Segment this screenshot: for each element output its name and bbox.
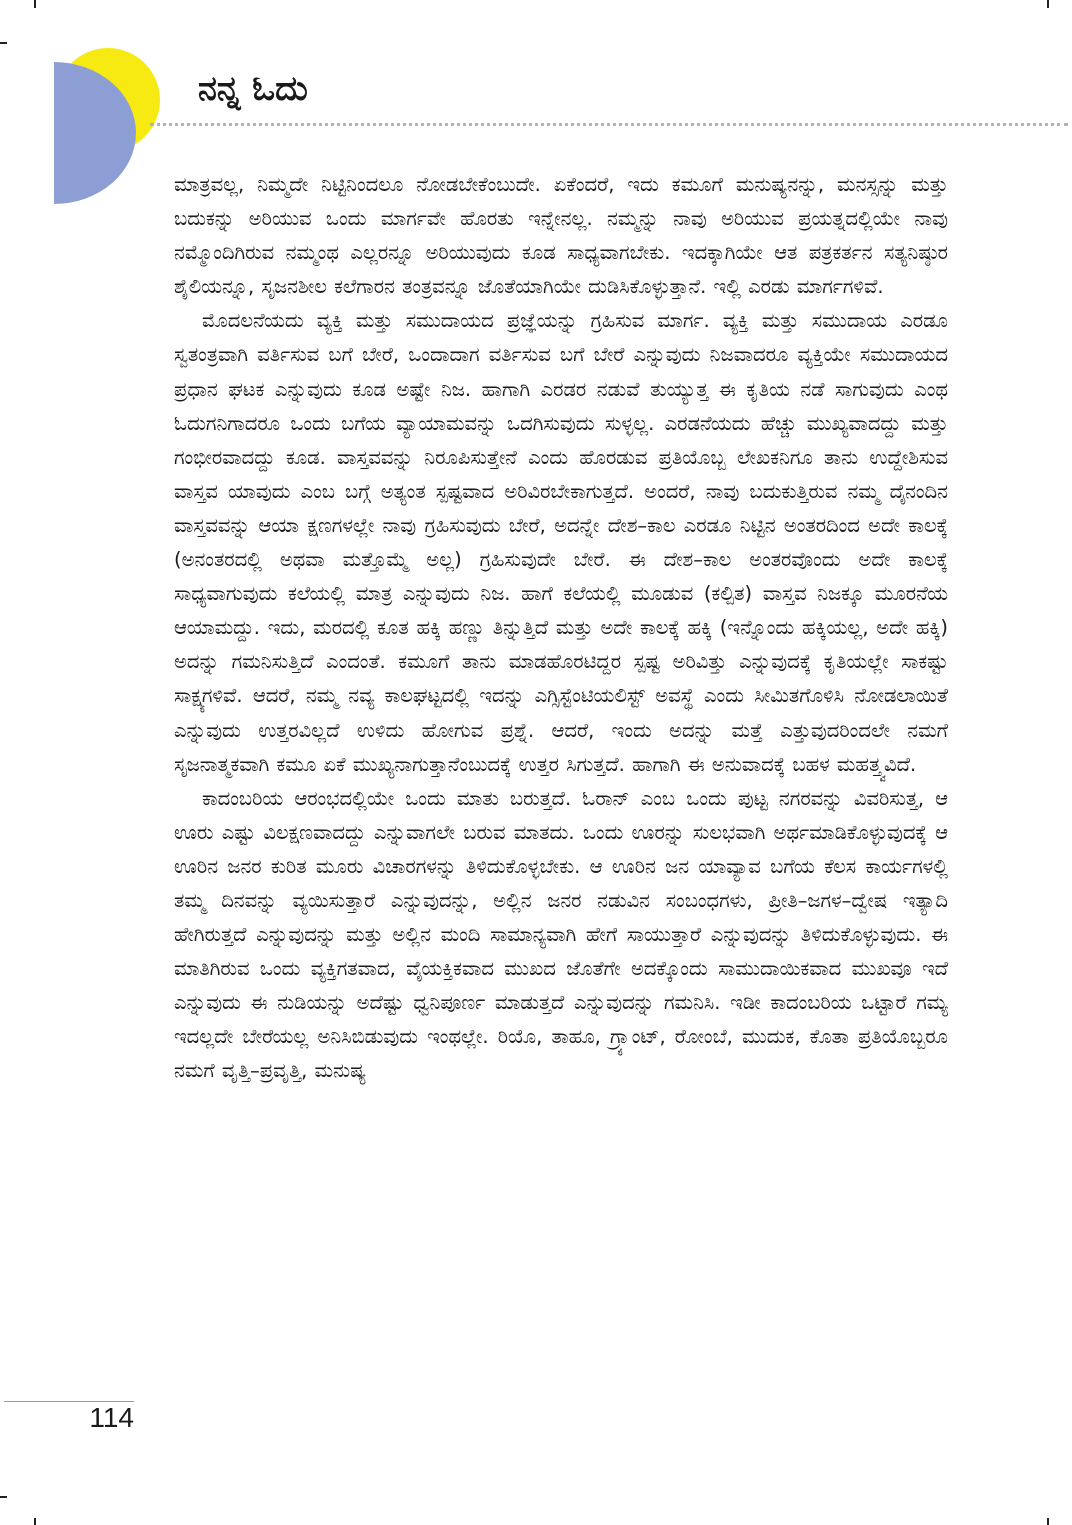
crop-mark-bottom-left <box>34 1518 36 1525</box>
paragraph-3: ಕಾದಂಬರಿಯ ಆರಂಭದಲ್ಲಿಯೇ ಒಂದು ಮಾತು ಬರುತ್ತದೆ. ಓರಾನ್ ಎಂಬ ಒಂದು ಪುಟ್ಟ ನಗರವನ್ನು ವಿವರಿಸುತ್ತ, ಆ ಊರು ಎಷ್ಟು ವಿಲಕ್ಷಣವಾದದ್ದು ಎನ್ನುವಾಗಲೇ ಬರುವ ಮಾತದು. ಒಂದು ಊರನ್ನು ಸುಲಭವಾಗಿ ಅರ್ಥಮಾಡಿಕೊಳ್ಳುವುದಕ್ಕೆ ಆ ಊರಿನ ಜನರ ಕುರಿತ ಮೂರು ವಿಚಾರಗಳನ್ನು ತಿಳಿದುಕೊಳ್ಳಬೇಕು. ಆ ಊರಿನ ಜನ ಯಾವ್ಯಾವ ಬಗೆಯ ಕೆಲಸ ಕಾರ್ಯಗಳಲ್ಲಿ ತಮ್ಮ ದಿನವನ್ನು ವ್ಯಯಿಸುತ್ತಾರೆ ಎನ್ನುವುದನ್ನು, ಅಲ್ಲಿನ ಜನರ ನಡುವಿನ ಸಂಬಂಧಗಳು, ಪ್ರೀತಿ–ಜಗಳ–ದ್ವೇಷ ಇತ್ಯಾದಿ ಹೇಗಿರುತ್ತದೆ ಎನ್ನುವುದನ್ನು ಮತ್ತು ಅಲ್ಲಿನ ಮಂದಿ ಸಾಮಾನ್ಯವಾಗಿ ಹೇಗೆ ಸಾಯುತ್ತಾರೆ ಎನ್ನುವುದನ್ನು ತಿಳಿದುಕೊಳ್ಳುವುದು. ಈ ಮಾತಿಗಿರುವ ಒಂದು ವ್ಯಕ್ತಿಗತವಾದ, ವೈಯಕ್ತಿಕವಾದ ಮುಖದ ಜೊತೆಗೇ ಅದಕ್ಕೊಂದು ಸಾಮುದಾಯಿಕವಾದ ಮುಖವೂ ಇದೆ ಎನ್ನುವುದು ಈ ನುಡಿಯನ್ನು ಅದೆಷ್ಟು ಧ್ವನಿಪೂರ್ಣ ಮಾಡುತ್ತದೆ ಎನ್ನುವುದನ್ನು ಗಮನಿಸಿ. ಇಡೀ ಕಾದಂಬರಿಯ ಒಟ್ಟಾರೆ ಗಮ್ಯ ಇದಲ್ಲದೇ ಬೇರೆಯಲ್ಲ ಅನಿಸಿಬಿಡುವುದು ಇಂಥಲ್ಲೇ. ರಿಯೊ, ತಾಹೂ, ಗ್ರ್ಯಾಂಟ್, ರೋಂಬೆ, ಮುದುಕ, ಕೊತಾ ಪ್ರತಿಯೊಬ್ಬರೂ ನಮಗೆ ವೃತ್ತಿ–ಪ್ರವೃತ್ತಿ, ಮನುಷ್ಯ <box>174 786 948 1083</box>
crop-mark-left-lower <box>0 1496 7 1498</box>
paragraph-1: ಮಾತ್ರವಲ್ಲ, ನಿಮ್ಮದೇ ನಿಟ್ಟಿನಿಂದಲೂ ನೋಡಬೇಕೆಂಬುದೇ. ಏಕೆಂದರೆ, ಇದು ಕಮೂಗೆ ಮನುಷ್ಯನನ್ನು, ಮನಸ್ಸನ್ನು ಮತ್ತು ಬದುಕನ್ನು ಅರಿಯುವ ಒಂದು ಮಾರ್ಗವೇ ಹೊರತು ಇನ್ನೇನಲ್ಲ. ನಮ್ಮನ್ನು ನಾವು ಅರಿಯುವ ಪ್ರಯತ್ನದಲ್ಲಿಯೇ ನಾವು ನಮ್ಮೊಂದಿಗಿರುವ ನಮ್ಮಂಥ ಎಲ್ಲರನ್ನೂ ಅರಿಯುವುದು ಕೂಡ ಸಾಧ್ಯವಾಗಬೇಕು. ಇದಕ್ಕಾಗಿಯೇ ಆತ ಪತ್ರಕರ್ತನ ಸತ್ಯನಿಷ್ಠುರ ಶೈಲಿಯನ್ನೂ, ಸೃಜನಶೀಲ ಕಲೆಗಾರನ ತಂತ್ರವನ್ನೂ ಜೊತೆಯಾಗಿಯೇ ದುಡಿಸಿಕೊಳ್ಳುತ್ತಾನೆ. ಇಲ್ಲಿ ಎರಡು ಮಾರ್ಗಗಳಿವೆ. <box>174 173 948 299</box>
body-text <box>174 168 948 1089</box>
title-dotted-rule <box>150 123 1068 126</box>
crop-mark-bottom-right <box>1047 1518 1049 1525</box>
paragraph-2: ಮೊದಲನೆಯದು ವ್ಯಕ್ತಿ ಮತ್ತು ಸಮುದಾಯದ ಪ್ರಜ್ಞೆಯನ್ನು ಗ್ರಹಿಸುವ ಮಾರ್ಗ. ವ್ಯಕ್ತಿ ಮತ್ತು ಸಮುದಾಯ ಎರಡೂ ಸ್ವತಂತ್ರವಾಗಿ ವರ್ತಿಸುವ ಬಗೆ ಬೇರೆ, ಒಂದಾದಾಗ ವರ್ತಿಸುವ ಬಗೆ ಬೇರೆ ಎನ್ನುವುದು ನಿಜವಾದರೂ ವ್ಯಕ್ತಿಯೇ ಸಮುದಾಯದ ಪ್ರಧಾನ ಘಟಕ ಎನ್ನುವುದು ಕೂಡ ಅಷ್ಟೇ ನಿಜ. ಹಾಗಾಗಿ ಎರಡರ ನಡುವೆ ತುಯ್ಯುತ್ತ ಈ ಕೃತಿಯ ನಡೆ ಸಾಗುವುದು ಎಂಥ ಓದುಗನಿಗಾದರೂ ಒಂದು ಬಗೆಯ ವ್ಯಾಯಾಮವನ್ನು ಒದಗಿಸುವುದು ಸುಳ್ಳಲ್ಲ. ಎರಡನೆಯದು ಹೆಚ್ಚು ಮುಖ್ಯವಾದದ್ದು ಮತ್ತು ಗಂಭೀರವಾದದ್ದು ಕೂಡ. ವಾಸ್ತವವನ್ನು ನಿರೂಪಿಸುತ್ತೇನೆ ಎಂದು ಹೊರಡುವ ಪ್ರತಿಯೊಬ್ಬ ಲೇಖಕನಿಗೂ ತಾನು ಉದ್ದೇಶಿಸುವ ವಾಸ್ತವ ಯಾವುದು ಎಂಬ ಬಗ್ಗೆ ಅತ್ಯಂತ ಸ್ಪಷ್ಟವಾದ ಅರಿವಿರಬೇಕಾಗುತ್ತದೆ. ಅಂದರೆ, ನಾವು ಬದುಕುತ್ತಿರುವ ನಮ್ಮ ದೈನಂದಿನ ವಾಸ್ತವವನ್ನು ಆಯಾ ಕ್ಷಣಗಳಲ್ಲೇ ನಾವು ಗ್ರಹಿಸುವುದು ಬೇರೆ, ಅದನ್ನೇ ದೇಶ–ಕಾಲ ಎರಡೂ ನಿಟ್ಟಿನ ಅಂತರದಿಂದ ಅದೇ ಕಾಲಕ್ಕೆ (ಅನಂತರದಲ್ಲಿ ಅಥವಾ ಮತ್ತೊಮ್ಮೆ ಅಲ್ಲ) ಗ್ರಹಿಸುವುದೇ ಬೇರೆ. ಈ ದೇಶ–ಕಾಲ ಅಂತರವೊಂದು ಅದೇ ಕಾಲಕ್ಕೆ ಸಾಧ್ಯವಾಗುವುದು ಕಲೆಯಲ್ಲಿ ಮಾತ್ರ ಎನ್ನುವುದು ನಿಜ. ಹಾಗೆ ಕಲೆಯಲ್ಲಿ ಮೂಡುವ (ಕಲ್ಪಿತ) ವಾಸ್ತವ ನಿಜಕ್ಕೂ ಮೂರನೆಯ ಆಯಾಮದ್ದು. ಇದು, ಮರದಲ್ಲಿ ಕೂತ ಹಕ್ಕಿ ಹಣ್ಣು ತಿನ್ನುತ್ತಿದೆ ಮತ್ತು ಅದೇ ಕಾಲಕ್ಕೆ ಹಕ್ಕಿ (ಇನ್ನೊಂದು ಹಕ್ಕಿಯಲ್ಲ, ಅದೇ ಹಕ್ಕಿ) ಅದನ್ನು ಗಮನಿಸುತ್ತಿದೆ ಎಂದಂತೆ. ಕಮೂಗೆ ತಾನು ಮಾಡಹೊರಟಿದ್ದರ ಸ್ಪಷ್ಟ ಅರಿವಿತ್ತು ಎನ್ನುವುದಕ್ಕೆ ಕೃತಿಯಲ್ಲೇ ಸಾಕಷ್ಟು ಸಾಕ್ಷ್ಯಗಳಿವೆ. ಆದರೆ, ನಮ್ಮ ನವ್ಯ ಕಾಲಘಟ್ಟದಲ್ಲಿ ಇದನ್ನು ಎಗ್ಸಿಸ್ಟೆಂಟಿಯಲಿಸ್ಟ್ ಅವಸ್ಥೆ ಎಂದು ಸೀಮಿತಗೊಳಿಸಿ ನೋಡಲಾಯಿತೆ ಎನ್ನುವುದು ಉತ್ತರವಿಲ್ಲದೆ ಉಳಿದು ಹೋಗುವ ಪ್ರಶ್ನೆ. ಆದರೆ, ಇಂದು ಅದನ್ನು ಮತ್ತೆ ಎತ್ತುವುದರಿಂದಲೇ ನಮಗೆ ಸೃಜನಾತ್ಮಕವಾಗಿ ಕಮೂ ಏಕೆ ಮುಖ್ಯನಾಗುತ್ತಾನೆಂಬುದಕ್ಕೆ ಉತ್ತರ ಸಿಗುತ್ತದೆ. ಹಾಗಾಗಿ ಈ ಅನುವಾದಕ್ಕೆ ಬಹಳ ಮಹತ್ತ್ವವಿದೆ. <box>174 309 948 776</box>
page-title: ನನ್ನ ಓದು <box>198 69 308 109</box>
header-ornament <box>0 0 180 220</box>
page-number: 114 <box>89 1402 134 1433</box>
crop-mark-top-right <box>1047 0 1049 8</box>
